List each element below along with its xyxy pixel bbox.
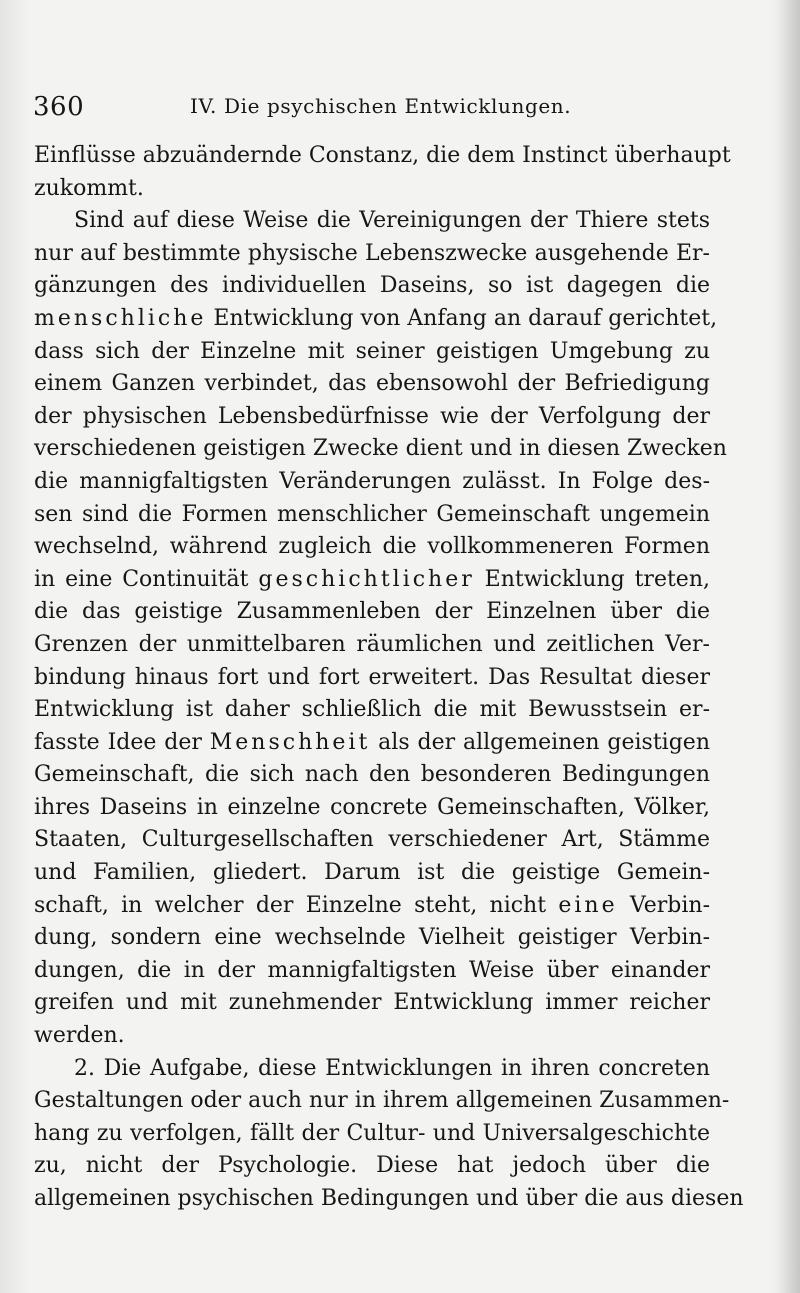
- page-header: [33, 92, 753, 126]
- text-line: Grenzen der unmittelbaren räumlichen und zeitlichen Ver-: [34, 631, 710, 657]
- text-line: die mannigfaltigsten Veränderungen zulässt. In Folge des-: [34, 468, 710, 494]
- text-line: nur auf bestimmte physische Lebenszwecke ausgehende Er-: [34, 240, 710, 266]
- text-line: bindung hinaus fort und fort erweitert. Das Resultat dieser: [34, 664, 710, 690]
- text-line: zu, nicht der Psychologie. Diese hat jedoch über die: [34, 1153, 710, 1179]
- text-line: menschliche Entwicklung von Anfang an darauf gerichtet,: [34, 305, 718, 331]
- text-line: dass sich der Einzelne mit seiner geistigen Umgebung zu: [34, 338, 710, 364]
- paragraph-start-line: 2. Die Aufgabe, diese Entwicklungen in ihren concreten: [74, 1055, 710, 1081]
- text-line: der physischen Lebensbedürfnisse wie der Verfolgung der: [34, 403, 710, 429]
- text-line: ihres Daseins in einzelne concrete Gemeinschaften, Völker,: [34, 794, 710, 820]
- text-line: fasste Idee der Menschheit als der allgemeinen geistigen: [34, 729, 710, 755]
- text-line: Staaten, Culturgesellschaften verschiedener Art, Stämme: [34, 827, 710, 853]
- text-line: wechselnd, während zugleich die vollkommeneren Formen: [34, 534, 710, 560]
- emphasized-word: eine: [558, 892, 618, 918]
- body-text: [34, 140, 744, 1216]
- text-line: dungen, die in der mannigfaltigsten Weise über einander: [34, 957, 710, 983]
- text-line: Entwicklung ist daher schließlich die mit Bewusstsein er-: [34, 697, 710, 723]
- emphasized-word: menschliche: [34, 305, 207, 331]
- text-line: einem Ganzen verbindet, das ebensowohl der Befriedigung: [34, 371, 710, 397]
- running-head: IV. Die psychischen Entwicklungen.: [190, 94, 572, 118]
- emphasized-word: geschichtlicher: [258, 566, 475, 592]
- text-line: schaft, in welcher der Einzelne steht, nicht eine Verbin-: [34, 892, 710, 918]
- text-line: hang zu verfolgen, fällt der Cultur- und Universalgeschichte: [34, 1120, 710, 1146]
- text-line: werden.: [34, 1023, 125, 1049]
- page-number: 360: [33, 92, 85, 122]
- text-line: allgemeinen psychischen Bedingungen und über die aus diesen: [34, 1186, 744, 1211]
- text-line: zukommt.: [34, 175, 144, 201]
- text-line: gänzungen des individuellen Daseins, so ist dagegen die: [34, 273, 710, 299]
- paragraph-start-line: Sind auf diese Weise die Vereinigungen der Thiere stets: [74, 208, 710, 234]
- text-line: greifen und mit zunehmender Entwicklung immer reicher: [34, 990, 710, 1016]
- text-line: dung, sondern eine wechselnde Vielheit geistiger Verbin-: [34, 925, 710, 951]
- text-line: Gemeinschaft, die sich nach den besonderen Bedingungen: [34, 762, 710, 788]
- text-line: sen sind die Formen menschlicher Gemeinschaft ungemein: [34, 501, 710, 527]
- text-line: verschiedenen geistigen Zwecke dient und in diesen Zwecken: [34, 436, 727, 462]
- emphasized-word: Menschheit: [209, 729, 371, 755]
- text-line: Einflüsse abzuändernde Constanz, die dem Instinct überhaupt: [34, 143, 731, 168]
- text-line: Gestaltungen oder auch nur in ihrem allgemeinen Zusammen-: [34, 1088, 730, 1114]
- text-line: die das geistige Zusammenleben der Einzelnen über die: [34, 599, 710, 625]
- text-line: und Familien, gliedert. Darum ist die geistige Gemein-: [34, 860, 710, 886]
- text-line: in eine Continuität geschichtlicher Entwicklung treten,: [34, 566, 710, 592]
- page-edge-shadow: [778, 0, 800, 1293]
